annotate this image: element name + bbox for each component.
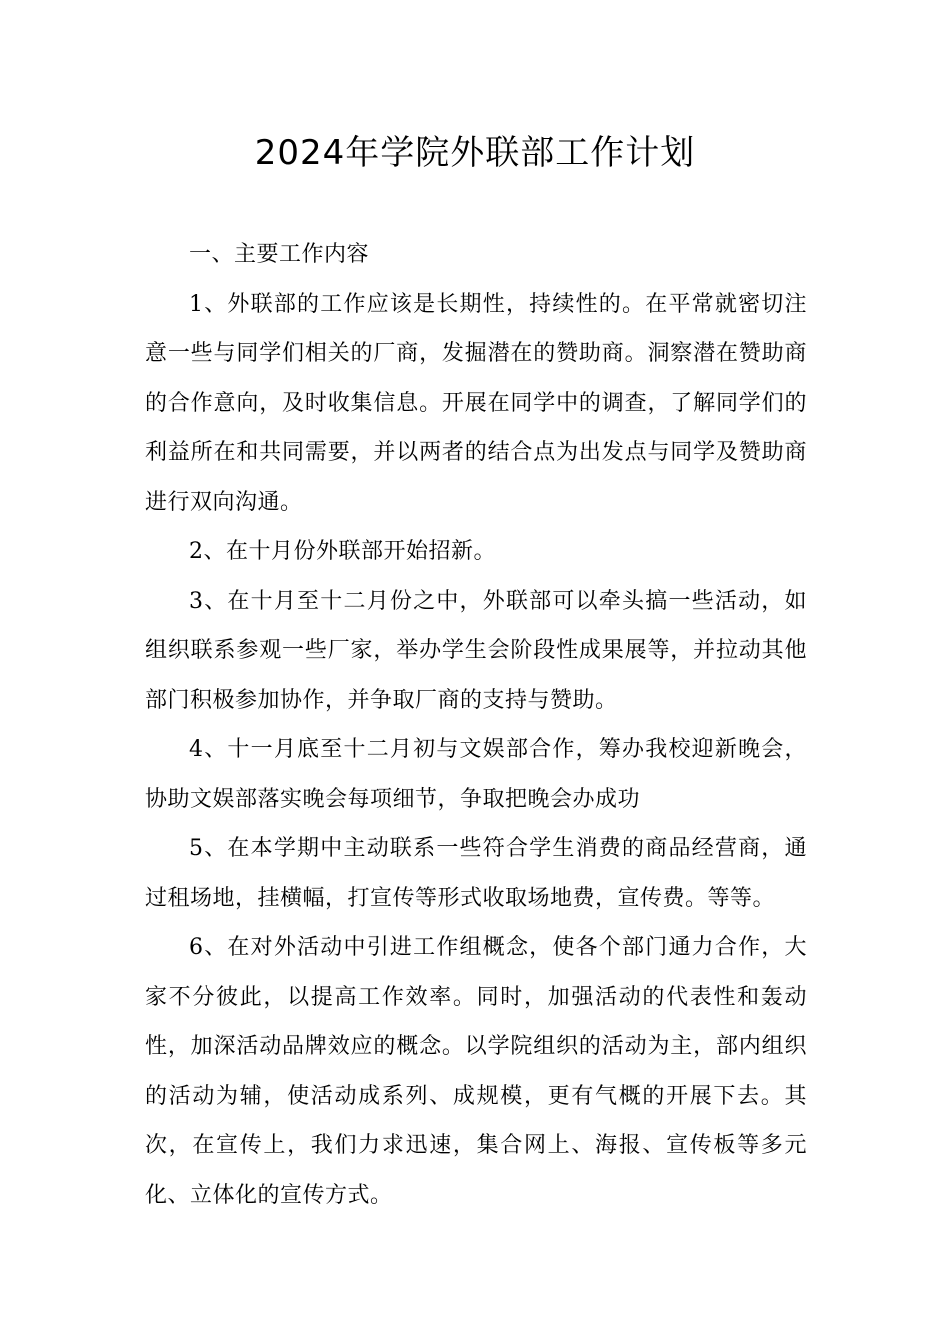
paragraph-item-6: 6、在对外活动中引进工作组概念，使各个部门通力合作，大家不分彼此，以提高工作效率。同时，加强活动的代表性和轰动性，加深活动品牌效应的概念。以学院组织的活动为主，部内组织的活动为辅，使活动成系列、成规模，更有气概的开展下去。其次，在宣传上，我们力求迅速，集合网上、海报、宣传板等多元化、立体化的宣传方式。	[145, 935, 807, 1208]
paragraph-item-1: 1、外联部的工作应该是长期性，持续性的。在平常就密切注意一些与同学们相关的厂商，发掘潜在的赞助商。洞察潜在赞助商的合作意向，及时收集信息。开展在同学中的调查，了解同学们的利益所在和共同需要，并以两者的结合点为出发点与同学及赞助商进行双向沟通。	[145, 291, 807, 515]
section-heading-main-work: 一、主要工作内容	[189, 242, 370, 267]
paragraph-item-4: 4、十一月底至十二月初与文娱部合作，筹办我校迎新晚会，协助文娱部落实晚会每项细节，争取把晚会办成功	[145, 737, 807, 812]
paragraph-item-3: 3、在十月至十二月份之中，外联部可以牵头搞一些活动，如组织联系参观一些厂家，举办学生会阶段性成果展等，并拉动其他部门积极参加协作，并争取厂商的支持与赞助。	[145, 588, 807, 713]
paragraph-item-5: 5、在本学期中主动联系一些符合学生消费的商品经营商，通过租场地，挂横幅，打宣传等形式收取场地费，宣传费。等等。	[145, 836, 807, 911]
document-body	[145, 230, 807, 1220]
document-title: 2024年学院外联部工作计划	[254, 133, 696, 173]
paragraph-item-2: 2、在十月份外联部开始招新。	[189, 539, 496, 564]
